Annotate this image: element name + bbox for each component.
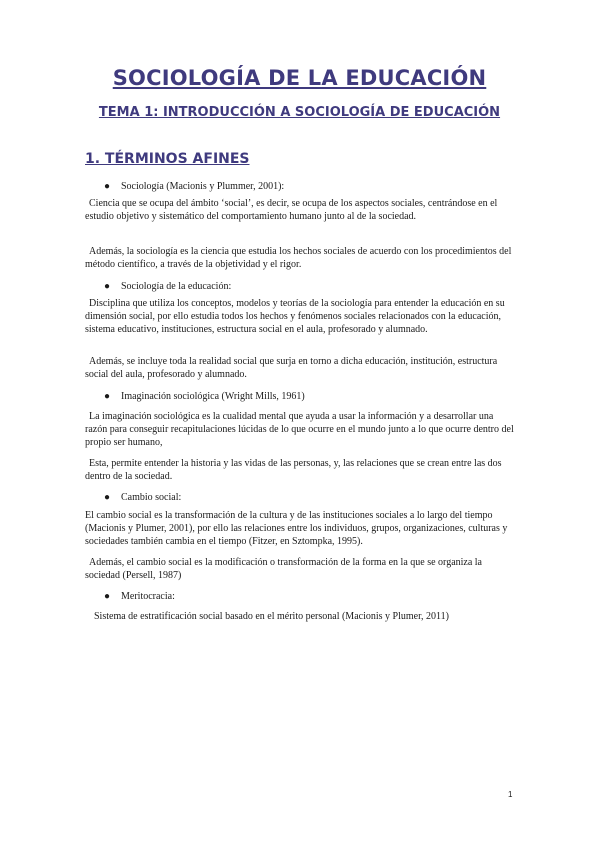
paragraph: Ciencia que se ocupa del ámbito ‘social’, es decir, se ocupa de los aspectos sociales, centrándose en el estudio objetivo y sistemático del comportamiento humano junto al de la sociedad. bbox=[85, 198, 498, 223]
bullet-icon: ● bbox=[104, 281, 111, 292]
bullet-item bbox=[85, 180, 515, 193]
bullet-item bbox=[85, 491, 515, 504]
bullet-icon: ● bbox=[104, 591, 111, 602]
bullet-label: Sociología (Macionis y Plummer, 2001): bbox=[121, 181, 285, 192]
section-heading: 1. TÉRMINOS AFINES bbox=[85, 151, 250, 167]
paragraph: La imaginación sociológica es la cualidad mental que ayuda a usar la información y a desarrollar una razón para conseguir recapitulaciones lúcidas de lo que ocurre en el mundo junto a lo que ocurre dentro del propio ser humano, bbox=[85, 411, 514, 449]
bullet-label: Sociología de la educación: bbox=[121, 281, 232, 292]
paragraph: Además, el cambio social es la modificación o transformación de la forma en la que se organiza la sociedad (Persell, 1987) bbox=[85, 557, 482, 582]
bullet-item bbox=[85, 590, 515, 603]
paragraph: Esta, permite entender la historia y las vidas de las personas, y, las relaciones que se crean entre las dos dentro de la sociedad. bbox=[85, 458, 502, 483]
bullet-icon: ● bbox=[104, 391, 111, 402]
bullet-icon: ● bbox=[104, 181, 111, 192]
bullet-item bbox=[85, 390, 515, 403]
paragraph: Disciplina que utiliza los conceptos, modelos y teorías de la sociología para entender la educación en su dimensión social, por ello estudia todos los hechos y fenómenos sociales relacionados con la educación, sistema educativo, instituciones, estructura social en el aula, profesorado y alumnado. bbox=[85, 298, 505, 336]
paragraph: Además, la sociología es la ciencia que estudia los hechos sociales de acuerdo con los procedimientos del método científico, a través de la objetividad y el rigor. bbox=[85, 246, 512, 271]
paragraph: Además, se incluye toda la realidad social que surja en torno a dicha educación, institución, estructura social del aula, profesorado y alumnado. bbox=[85, 356, 498, 381]
paragraph: El cambio social es la transformación de la cultura y de las instituciones sociales a lo largo del tiempo (Macionis y Plumer, 2001), por ello las relaciones entre los individuos, grupos, organizaciones, culturas y sociedades también cambia en el tiempo (Fitzer, en Sztompka, 1995). bbox=[85, 510, 508, 548]
bullet-item bbox=[85, 280, 515, 293]
bullet-label: Meritocracia: bbox=[121, 591, 175, 602]
bullet-label: Cambio social: bbox=[121, 492, 182, 503]
page-number: 1 bbox=[508, 790, 513, 799]
paragraph: Sistema de estratificación social basado en el mérito personal (Macionis y Plumer, 2011) bbox=[94, 611, 449, 622]
bullet-icon: ● bbox=[104, 492, 111, 503]
document-title: SOCIOLOGÍA DE LA EDUCACIÓN bbox=[112, 66, 487, 90]
document-subtitle: TEMA 1: INTRODUCCIÓN A SOCIOLOGÍA DE EDUCACIÓN bbox=[98, 105, 501, 120]
bullet-label: Imaginación sociológica (Wright Mills, 1961) bbox=[121, 391, 305, 402]
